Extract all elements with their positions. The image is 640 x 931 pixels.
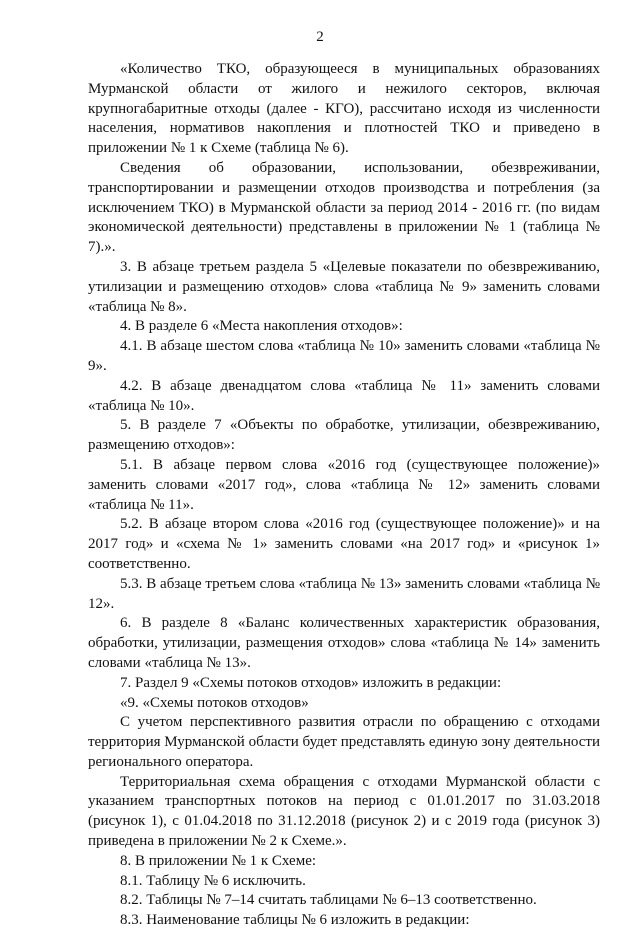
paragraph-11: 6. В разделе 8 «Баланс количественных характеристик образования, обработки, утилизации, размещения отходов» слова «таблица № 14» заменить словами «таблица № 13». (88, 615, 600, 671)
paragraph-13: «9. «Схемы потоков отходов» (120, 694, 309, 711)
paragraph-18: 8.2. Таблицы № 7–14 считать таблицами № 6–13 соответственно. (120, 892, 537, 909)
paragraph-7: 5. В разделе 7 «Объекты по обработке, утилизации, обезвреживанию, размещению отходов»: (88, 417, 600, 454)
paragraph-10: 5.3. В абзаце третьем слова «таблица № 13» заменить словами «таблица № 12». (88, 575, 600, 612)
paragraph-14: С учетом перспективного развития отрасли по обращению с отходами территория Мурманской области будет представлять единую зону деятельности регионального оператора. (88, 714, 600, 770)
paragraph-1: «Количество ТКО, образующееся в муниципальных образованиях Мурманской области от жилого и нежилого секторов, включая крупногабаритные отходы (далее - КГО), рассчитано исходя из численности населения, нормативов накопления и плотностей ТКО и приведено в приложении № 1 к Схеме (таблица № 6). (88, 61, 600, 157)
paragraph-5: 4.1. В абзаце шестом слова «таблица № 10» заменить словами «таблица № 9». (88, 338, 600, 374)
paragraph-4: 4. В разделе 6 «Места накопления отходов»: (120, 318, 403, 335)
paragraph-6: 4.2. В абзаце двенадцатом слова «таблица № 11» заменить словами «таблица № 10». (88, 377, 600, 414)
document-body (88, 60, 600, 931)
paragraph-12: 7. Раздел 9 «Схемы потоков отходов» изложить в редакции: (120, 674, 502, 691)
paragraph-9: 5.2. В абзаце втором слова «2016 год (существующее положение)» и на 2017 год» и «схема № 1» заменить словами «на 2017 год» и «рисунок 1» соответственно. (88, 516, 600, 572)
paragraph-8: 5.1. В абзаце первом слова «2016 год (существующее положение)» заменить словами «2017 год», слова «таблица № 12» заменить словами «таблица № 11». (88, 456, 600, 513)
paragraph-19: 8.3. Наименование таблицы № 6 изложить в редакции: (120, 912, 470, 929)
paragraph-16: 8. В приложении № 1 к Схеме: (120, 852, 317, 869)
paragraph-15: Территориальная схема обращения с отходами Мурманской области с указанием транспортных потоков на период с 01.01.2017 по 31.03.2018 (рисунок 1), с 01.04.2018 по 31.12.2018 (рисунок 2) и с 2019 года (рисунок 3) приведена в приложении № 2 к Схеме.». (88, 773, 600, 850)
paragraph-3: 3. В абзаце третьем раздела 5 «Целевые показатели по обезвреживанию, утилизации и размещению отходов» слова «таблица № 9» заменить словами «таблица № 8». (88, 258, 600, 315)
page-number: 2 (316, 29, 324, 45)
paragraph-2: Сведения об образовании, использовании, обезвреживании, транспортировании и размещении отходов производства и потребления (за исключением ТКО) в Мурманской области за период 2014 - 2016 гг. (по видам экономической деятельности) представлены в приложении № 1 (таблица № 7).». (88, 159, 600, 256)
paragraph-17: 8.1. Таблицу № 6 исключить. (120, 872, 306, 889)
